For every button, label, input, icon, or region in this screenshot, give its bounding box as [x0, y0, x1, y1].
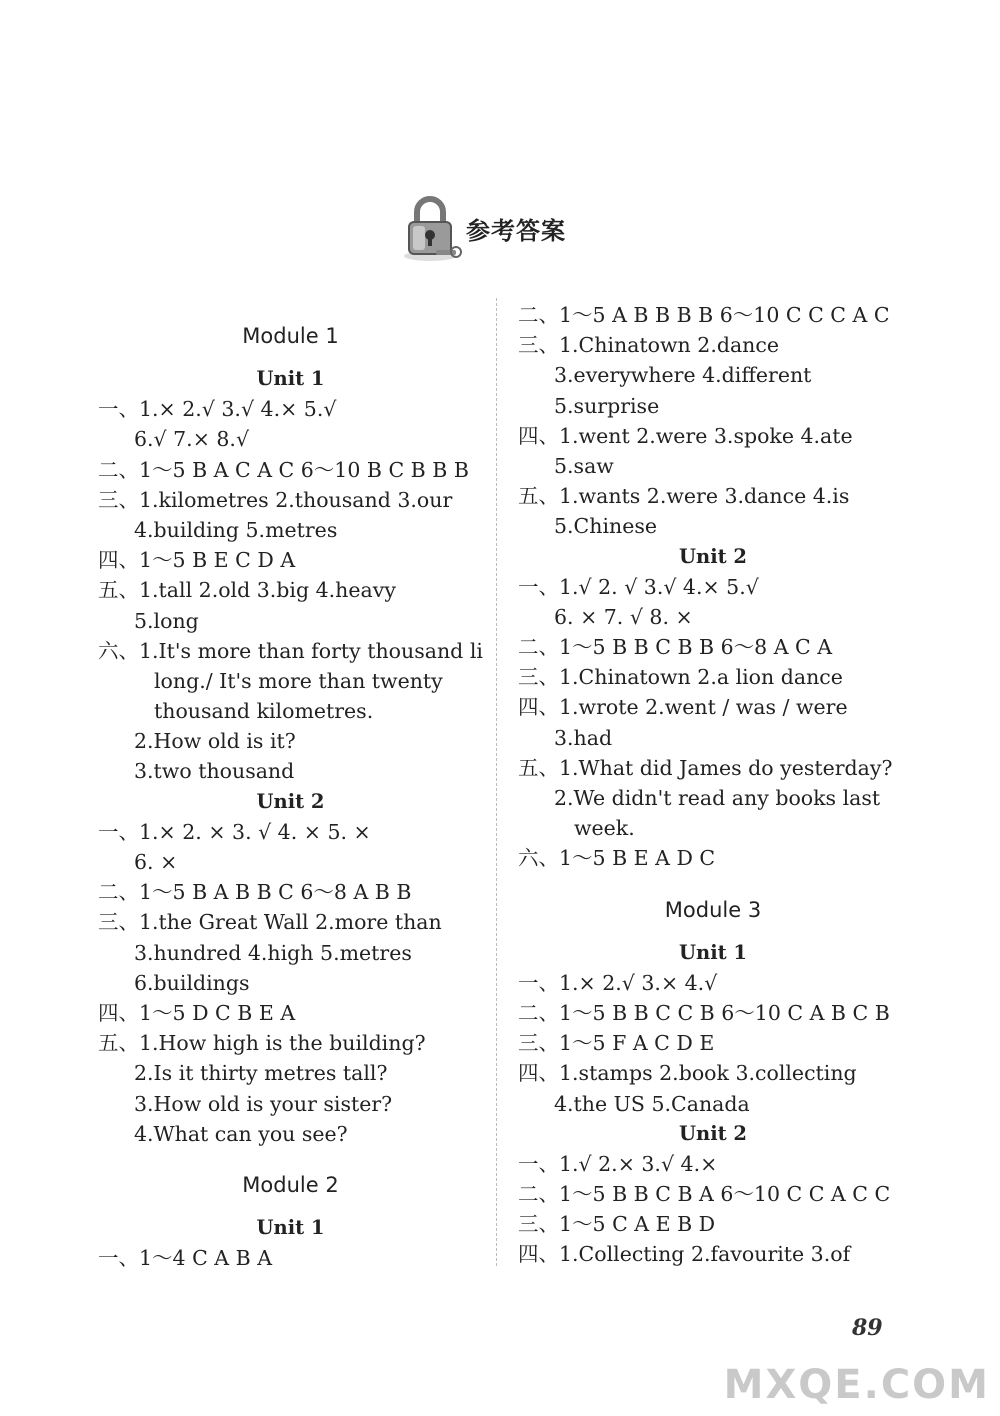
answer-line: 五、1.How high is the building?	[98, 1031, 426, 1056]
answer-line: 六、1.It's more than forty thousand li	[98, 638, 483, 663]
answer-line: 3.two thousand	[134, 759, 295, 784]
answer-line: 四、1～5 B E C D A	[98, 548, 296, 573]
answer-line: 4.building 5.metres	[134, 517, 338, 542]
answer-line: 一、1.√ 2. √ 3.√ 4.× 5.√	[518, 574, 759, 599]
column-divider	[496, 298, 497, 1266]
answer-line: 6.buildings	[134, 970, 250, 995]
answer-line: 6. × 7. √ 8. ×	[554, 604, 693, 629]
unit-heading: Unit 1	[256, 1215, 325, 1239]
answer-line: 2.We didn't read any books last	[554, 786, 881, 810]
answer-line: 四、1.stamps 2.book 3.collecting	[518, 1061, 857, 1086]
answer-line: 2.Is it thirty metres tall?	[134, 1061, 388, 1086]
answer-line: 5.surprise	[554, 393, 660, 418]
answer-line: 3.had	[554, 725, 613, 750]
answer-line: 二、1～5 A B B B B 6～10 C C C A C	[518, 303, 890, 327]
answer-line: long./ It's more than twenty	[154, 668, 443, 693]
answer-line: 一、1.√ 2.× 3.√ 4.×	[518, 1151, 718, 1176]
answer-line: 一、1～4 C A B A	[98, 1246, 273, 1271]
answer-line: week.	[574, 816, 635, 841]
answer-line: 二、1～5 B B C B B 6～8 A C A	[518, 635, 833, 660]
right-column	[518, 300, 908, 1270]
answer-line: 三、1.Chinatown 2.a lion dance	[518, 665, 843, 690]
page-header	[400, 192, 566, 264]
module-heading: Module 1	[242, 324, 339, 348]
answer-line: 三、1～5 C A E B D	[518, 1212, 716, 1237]
answer-line: 3.How old is your sister?	[134, 1091, 393, 1116]
answer-line: 3.hundred 4.high 5.metres	[134, 940, 412, 965]
answer-line: 一、1.× 2. × 3. √ 4. × 5. ×	[98, 819, 371, 844]
answer-line: 3.everywhere 4.different	[554, 363, 812, 388]
answer-line: thousand kilometres.	[154, 699, 374, 724]
answer-line: 四、1.Collecting 2.favourite 3.of	[518, 1242, 851, 1267]
answer-line: 六、1～5 B E A D C	[518, 846, 716, 871]
answer-line: 二、1～5 B A B B C 6～8 A B B	[98, 880, 412, 905]
answer-line: 五、1.wants 2.were 3.dance 4.is	[518, 484, 850, 509]
answer-line: 三、1～5 F A C D E	[518, 1031, 715, 1056]
left-column	[98, 300, 483, 1273]
answer-line: 一、1.× 2.√ 3.√ 4.× 5.√	[98, 397, 337, 422]
answer-line: 二、1～5 B B C C B 6～10 C A B C B	[518, 1000, 890, 1025]
answer-line: 五、1.What did James do yesterday?	[518, 755, 893, 780]
lock-icon	[400, 192, 462, 264]
answer-line: 2.How old is it?	[134, 729, 296, 754]
answer-line: 6. ×	[134, 850, 178, 874]
answer-line: 一、1.× 2.√ 3.× 4.√	[518, 970, 718, 995]
answer-line: 5.long	[134, 608, 199, 633]
answer-line: 二、1～5 B A C A C 6～10 B C B B B	[98, 457, 469, 482]
unit-heading: Unit 1	[256, 367, 325, 390]
answer-line: 四、1.wrote 2.went / was / were	[518, 695, 848, 720]
answer-line: 5.saw	[554, 453, 614, 478]
answer-line: 4.the US 5.Canada	[554, 1091, 750, 1116]
answer-line: 四、1.went 2.were 3.spoke 4.ate	[518, 423, 853, 448]
answer-line: 五、1.tall 2.old 3.big 4.heavy	[98, 578, 396, 603]
watermark: MXQE.COM	[723, 1362, 990, 1408]
unit-heading: Unit 1	[679, 940, 747, 964]
answer-line: 三、1.kilometres 2.thousand 3.our	[98, 487, 453, 512]
unit-heading: Unit 2	[679, 1121, 747, 1145]
unit-heading: Unit 2	[679, 544, 747, 568]
module-heading: Module 2	[242, 1172, 339, 1197]
page-number: 89	[852, 1315, 883, 1341]
unit-heading: Unit 2	[256, 789, 325, 813]
page-title: 参考答案	[466, 216, 566, 245]
module-heading: Module 3	[664, 897, 762, 922]
answer-line: 6.√ 7.× 8.√	[134, 427, 250, 452]
answer-line: 三、1.the Great Wall 2.more than	[98, 910, 442, 935]
answer-line: 四、1～5 D C B E A	[98, 1000, 296, 1025]
answer-line: 4.What can you see?	[134, 1121, 348, 1146]
answer-line: 二、1～5 B B C B A 6～10 C C A C C	[518, 1182, 891, 1207]
answer-line: 5.Chinese	[554, 514, 657, 539]
answer-line: 三、1.Chinatown 2.dance	[518, 333, 779, 358]
